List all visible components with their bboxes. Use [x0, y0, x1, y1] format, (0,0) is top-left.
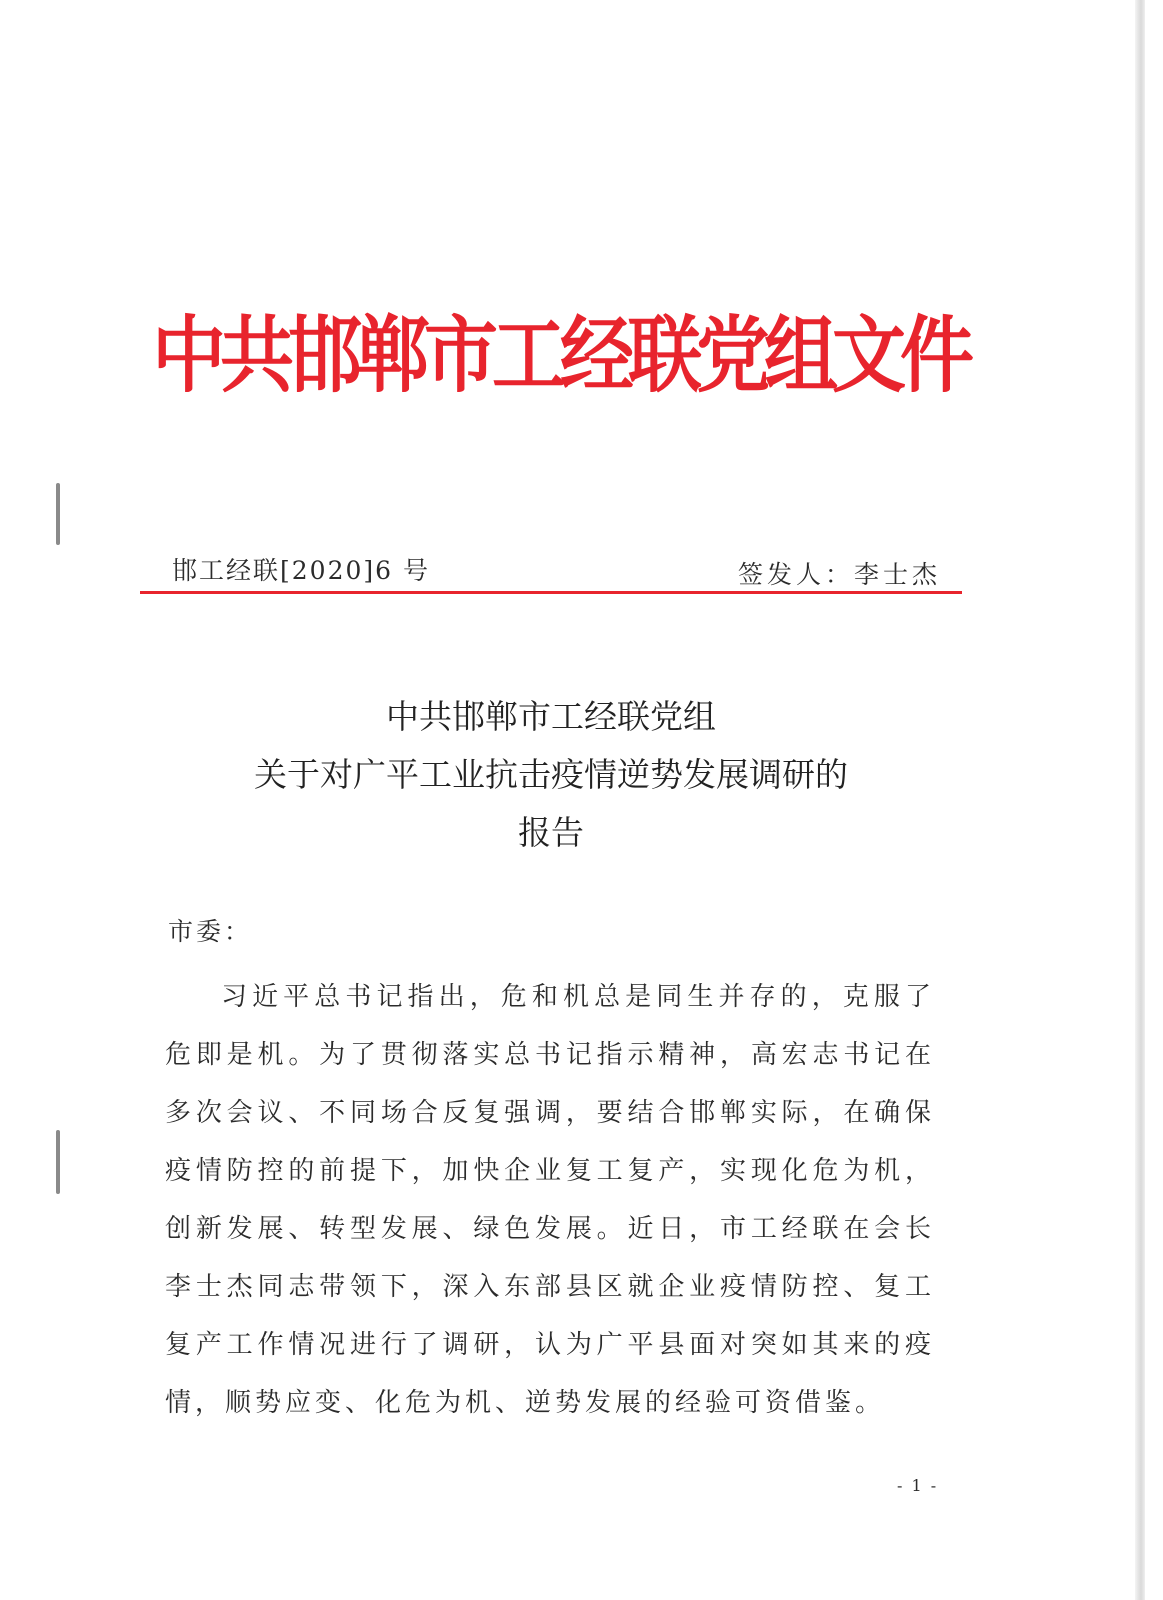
red-header-title: 中共邯郸市工经联党组文件 [152, 307, 968, 405]
report-title [140, 688, 962, 862]
document-number: 邯工经联[2020]6 号 [172, 556, 430, 585]
body-paragraph: 习近平总书记指出，危和机总是同生并存的，克服了危即是机。为了贯彻落实总书记指示精神，高宏志书记在多次会议、不同场合反复强调，要结合邯郸实际，在确保疫情防控的前提下，加快企业复工复产，实现化危为机，创新发展、转型发展、绿色发展。近日，市工经联在会长李士杰同志带领下，深入东部县区就企业疫情防控、复工复产工作情况进行了调研，认为广平县面对突如其来的疫情，顺势应变、化危为机、逆势发展的经验可资借鉴。 [165, 982, 935, 1418]
signer: 签发人：李士杰 [737, 560, 941, 589]
salutation: 市委： [168, 917, 253, 946]
report-title-line-1: 中共邯郸市工经联党组 [386, 697, 716, 736]
red-separator-line [140, 591, 962, 594]
page-number: - 1 - [897, 1476, 939, 1495]
report-title-line-2: 关于对广平工业抗击疫情逆势发展调研的 [254, 755, 848, 794]
report-title-line-3: 报告 [518, 813, 584, 852]
page-edge-shadow [1135, 0, 1145, 1600]
staple-mark-bottom [56, 1130, 60, 1194]
staple-mark-top [56, 483, 60, 545]
